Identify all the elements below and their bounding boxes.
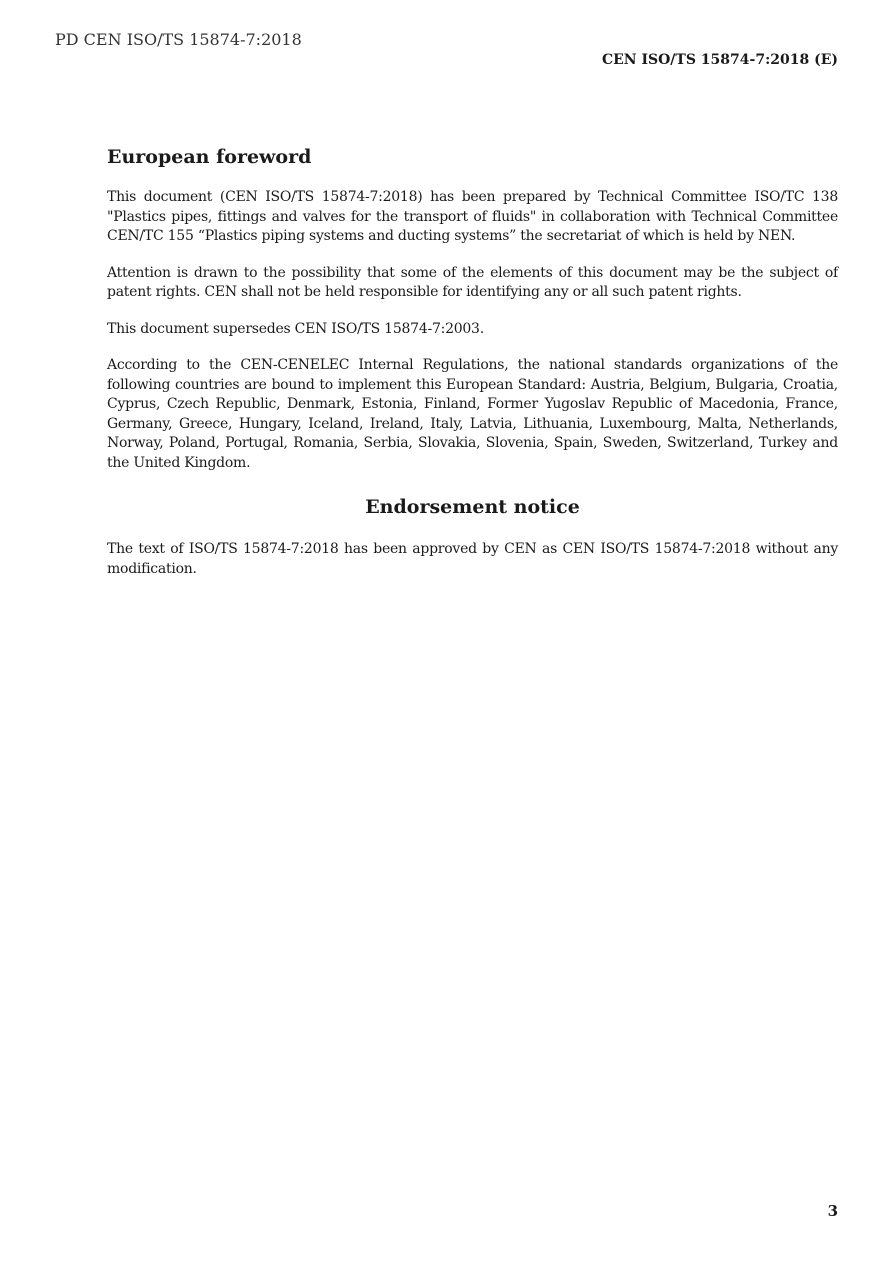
foreword-title: European foreword bbox=[107, 146, 312, 168]
endorsement-text: The text of ISO/TS 15874-7:2018 has been approved by CEN as CEN ISO/TS 15874-7:2018 without any modification. bbox=[107, 541, 838, 577]
page-content bbox=[107, 146, 838, 596]
endorsement-title: Endorsement notice bbox=[365, 496, 580, 518]
foreword-paragraph-4: According to the CEN-CENELEC Internal Regulations, the national standards organizations of the following countries are bound to implement this European Standard: Austria, Belgium, Bulgaria, Croatia, Cyprus, Czech Republic, Denmark, Estonia, Finland, Former Yugoslav Republic of Macedonia, France, Germany, Greece, Hungary, Iceland, Ireland, Italy, Latvia, Lithuania, Luxembourg, Malta, Netherlands, Norway, Poland, Portugal, Romania, Serbia, Slovakia, Slovenia, Spain, Sweden, Switzerland, Turkey and the United Kingdom. bbox=[107, 357, 838, 471]
page-number: 3 bbox=[827, 1202, 838, 1220]
foreword-paragraph-1: This document (CEN ISO/TS 15874-7:2018) has been prepared by Technical Committee ISO/TC 138 "Plastics pipes, fittings and valves for the transport of fluids" in collaboration with Technical Committee CEN/TC 155 “Plastics piping systems and ducting systems” the secretariat of which is held by NEN. bbox=[107, 189, 838, 244]
foreword-paragraph-2: Attention is drawn to the possibility that some of the elements of this document may be the subject of patent rights. CEN shall not be held responsible for identifying any or all such patent rights. bbox=[107, 264, 838, 300]
foreword-paragraph-3: This document supersedes CEN ISO/TS 15874-7:2003. bbox=[107, 320, 484, 337]
running-header: CEN ISO/TS 15874-7:2018 (E) bbox=[601, 52, 838, 68]
document-stamp: PD CEN ISO/TS 15874-7:2018 bbox=[55, 30, 302, 49]
